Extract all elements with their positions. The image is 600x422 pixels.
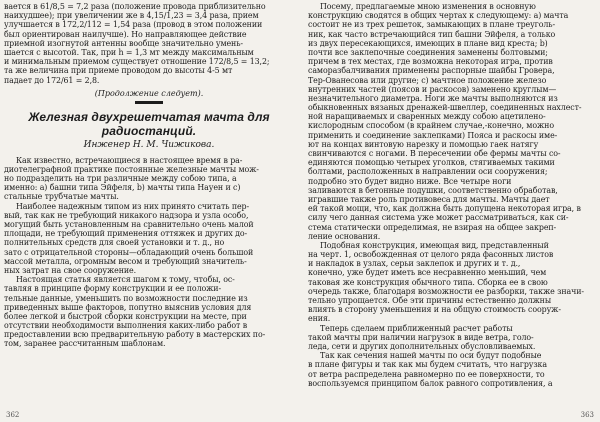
text-line: и накладок в узлах, серьи заклепок и других и т. д., bbox=[308, 259, 521, 269]
text-line: таковая же конструкция обычного типа. Сборка ее в свою bbox=[308, 277, 548, 287]
text-line: был ориентирован наилучше). Но направляющее действие bbox=[4, 29, 247, 39]
text-line: более легкой и быстрой сборки конструкции на месте, при bbox=[4, 311, 247, 321]
text-line: наихудшее); при увеличении же в 4,15/1,23 = 3,4 раза, прием bbox=[4, 11, 259, 21]
text-line: ной наращиваемых и сваренных между собою ацетилено- bbox=[308, 112, 546, 122]
text-line: полнительных средств для своей установки и т. д., но bbox=[4, 238, 225, 248]
text-line: том, заранее рассчитанным шаблонам. bbox=[4, 339, 166, 349]
text-line: почти все заклепочные соединения заменены болтовыми; bbox=[308, 47, 548, 57]
article-author: Инженер Н. М. Чижикова. bbox=[83, 139, 215, 150]
text-line: Тер-Ованесова или другие; c) мачтное положение железо bbox=[308, 75, 547, 85]
text-line: именно: a) башни типа Эйфеля, b) мачты типа Науен и c) bbox=[4, 183, 241, 193]
text-line: конечно, уже будет иметь все несравненно меньший, чем bbox=[308, 268, 547, 278]
text-line: Подобная конструкция, имеющая вид, представленный bbox=[320, 240, 549, 250]
text-line: могущий быть установленным на сравнительно очень малой bbox=[4, 220, 254, 229]
text-line: и минимальным приемом существует отношение 172/8,5 = 13,2; bbox=[4, 57, 270, 67]
text-line: Наиболее надежным типом из них принято считать пер- bbox=[16, 201, 250, 211]
article-continuation-text bbox=[4, 2, 294, 85]
text-line: ление основания. bbox=[308, 231, 381, 241]
text-line: тельные данные, уменьшить по возможности последние из bbox=[4, 293, 248, 303]
text-line: шается с высотой. Так, при h = 1,3 мт между максимальным bbox=[4, 47, 254, 57]
text-line: зато с отрицательной стороны—обладающий очень большой bbox=[4, 247, 254, 257]
text-line: ют на концах винтовую нарезку и помощью гаек натягу bbox=[308, 139, 539, 149]
text-line: из двух пересекающихся, имеющих в плане вид креста; b) bbox=[308, 38, 548, 48]
text-line: площади, не требующий применения оттяжек и других до- bbox=[4, 229, 248, 239]
text-line: вается в 61/8,5 = 7,2 раза (положение провода приблизительно bbox=[4, 2, 266, 11]
text-line: очередь также, благодаря возможности ее разборки, также значи- bbox=[308, 286, 584, 296]
text-line: но подразделить на три различные между собою типа, а bbox=[4, 174, 237, 184]
text-line: та же величина при приеме проводом до высоты 4-5 мт bbox=[4, 66, 233, 76]
continued-note: (Продолжение следует). bbox=[94, 88, 204, 98]
text-line: от ветра распределена равномерно по ее поверхности, то bbox=[308, 369, 545, 379]
text-line: ных затрат на свое сооружение. bbox=[4, 265, 137, 275]
text-line: влиять в сторону уменьшения и на общую стоимость сооруж- bbox=[308, 305, 561, 315]
right-column bbox=[308, 2, 596, 388]
text-line: стальные трубчатые мачты. bbox=[4, 192, 119, 202]
text-line: незначительного диаметра. Ноги же мачты выполняются из bbox=[308, 93, 558, 103]
text-line: причем в тех местах, где возможна некоторая игра, против bbox=[308, 57, 553, 67]
text-line: свинчиваются с ногами. В пересечении обе фермы мачты со- bbox=[308, 149, 561, 158]
text-line: силу чего данная система уже может рассматриваться, как си- bbox=[308, 213, 569, 223]
text-line: приемной изогнутой антенны вообще значительно умень- bbox=[4, 38, 243, 48]
column-gutter bbox=[300, 0, 301, 422]
article-title: Железная двухрешетчатая мачта для радиостанций. bbox=[28, 109, 270, 138]
text-line: Как известно, встречающиеся в настоящее время в ра- bbox=[16, 155, 243, 165]
article-body-text bbox=[4, 156, 294, 349]
page-number-right: 363 bbox=[580, 411, 594, 419]
text-line: саморазбалчивания применены распорные шайбы Гровера, bbox=[308, 66, 555, 76]
text-line: отсутствии необходимости выполнения каких-либо работ в bbox=[4, 321, 248, 331]
text-line: ения. bbox=[308, 314, 331, 324]
text-line: состоит не из трех решеток, замыкающих в плане треуголь- bbox=[308, 20, 556, 30]
text-line: ник, как часто встречающийся тип башни Эйфеля, а только bbox=[308, 29, 556, 39]
text-line: заливаются в бетонные подушки, соответственно обработав, bbox=[308, 185, 558, 195]
text-line: улучшается в 172,2/112 = 1,54 раза (провод в этом положении bbox=[4, 20, 263, 30]
text-line: стема статически определимая, не взирая на общее закреп- bbox=[308, 222, 557, 232]
page-number-left: 362 bbox=[6, 411, 20, 419]
text-line: Теперь сделаем приближенный расчет работы bbox=[320, 323, 513, 333]
text-line: конструкцию сводятся в общих чертах к следующему: a) мачта bbox=[308, 11, 569, 21]
text-line: Посему, предлагаемые мною изменения в основную bbox=[320, 2, 536, 11]
text-line: болтами, расположенных в направлении оси сооружения; bbox=[308, 167, 548, 177]
text-line: единяются помощью четырех уголков, стягиваемых такими bbox=[308, 158, 555, 168]
text-line: Так как сечения нашей мачты по оси будут подобные bbox=[320, 351, 542, 361]
left-column bbox=[4, 2, 294, 349]
text-line: в плане фигуры и так как мы будем считать, что нагрузка bbox=[308, 360, 547, 370]
text-line: обыкновенных вязаных дренажей-швеллер, соединенных нахлест- bbox=[308, 103, 582, 113]
text-line: подробно это будет видно ниже. Все четыре ноги bbox=[308, 176, 512, 186]
section-divider-rule bbox=[135, 101, 163, 104]
text-line: игравшие также роль противовеса для мачты. Мачты дает bbox=[308, 194, 550, 204]
text-line: применить и соединение заклепками) Пояса и раскосы име- bbox=[308, 130, 558, 140]
text-line: тельно упрощается. Обе эти причины естественно должны bbox=[308, 296, 552, 305]
text-line: внутренних частей (поясов и раскосов) заменено круглым— bbox=[308, 84, 557, 94]
text-line: на черт. 1, освобожденная от целого ряда фасонных листов bbox=[308, 250, 554, 260]
text-line: приведенных выше факторов, попутно выяснив условия для bbox=[4, 302, 252, 312]
text-line: такой мачты при наличии нагрузок в виде ветра, голо- bbox=[308, 332, 534, 342]
text-line: предоставлении всю предварительную работу в мастерских по- bbox=[4, 330, 266, 340]
text-line: ей такой мощи, что, как должна быть допущена некоторая игра, в bbox=[308, 204, 581, 214]
text-line: падает до 172/61 = 2,8. bbox=[4, 75, 100, 85]
text-line: воспользуемся принципом балок равного сопротивления, а bbox=[308, 378, 553, 388]
text-line: вый, так как не требующий никакого надзора и узла особо, bbox=[4, 210, 249, 220]
text-line: Настоящая статья является шагом к тому, чтобы, ос- bbox=[16, 275, 235, 285]
text-line: леда, сети и других дополнительных обусловливаемых. bbox=[308, 341, 536, 351]
text-line: диотелеграфной практике постоянные железные мачты мож- bbox=[4, 164, 259, 174]
text-line: кислородным способом (в крайнем случае,-конечно, можно bbox=[308, 121, 554, 131]
text-line: тавляя в принципе форму конструкции и ее положи- bbox=[4, 284, 222, 294]
text-line: массой металла, огромным весом и требующий значитель- bbox=[4, 256, 247, 266]
